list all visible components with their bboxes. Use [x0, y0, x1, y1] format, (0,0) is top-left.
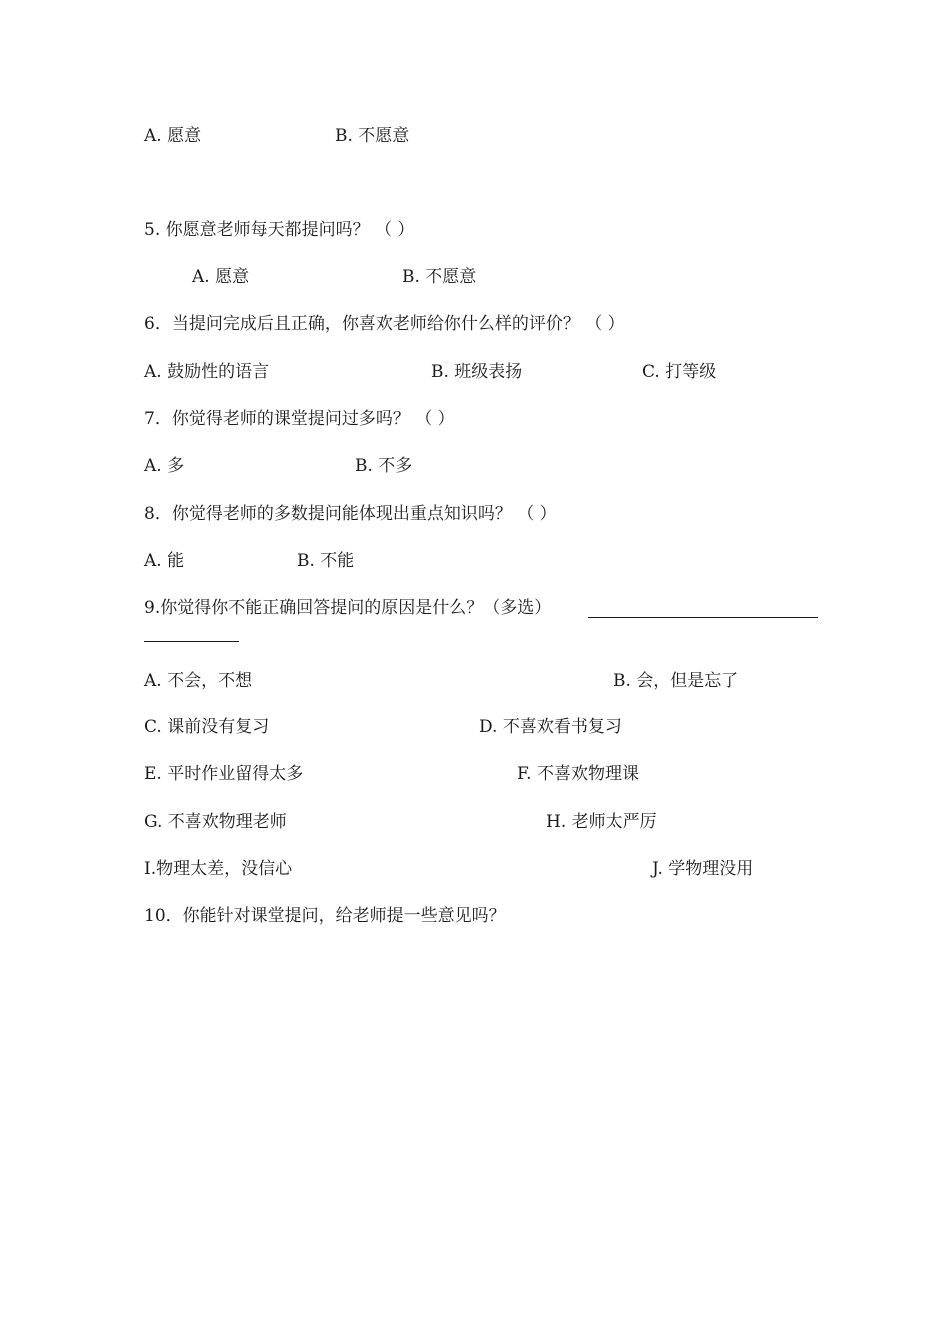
q9-question: 9.你觉得你不能正确回答提问的原因是什么？（多选）	[144, 598, 552, 618]
q5-option-a: A. 愿意	[192, 267, 250, 287]
q8-option-b: B. 不能	[297, 551, 355, 571]
q7-option-b: B. 不多	[355, 456, 413, 476]
q9-answer-blank-continued	[144, 641, 239, 642]
q7-question: 7．你觉得老师的课堂提问过多吗？ （ ）	[144, 409, 455, 429]
q9-option-h: H. 老师太严厉	[546, 812, 657, 832]
q9-option-a: A. 不会，不想	[144, 671, 253, 691]
q6-option-c: C. 打等级	[642, 362, 717, 382]
q4-option-a: A. 愿意	[144, 126, 202, 146]
q9-option-j: J. 学物理没用	[652, 859, 754, 879]
q6-question: 6．当提问完成后且正确，你喜欢老师给你什么样的评价？ （ ）	[144, 314, 625, 334]
q9-option-g: G. 不喜欢物理老师	[144, 812, 287, 832]
q9-option-e: E. 平时作业留得太多	[144, 764, 304, 784]
q9-option-c: C. 课前没有复习	[144, 717, 270, 737]
q8-question: 8．你觉得老师的多数提问能体现出重点知识吗？ （ ）	[144, 504, 557, 524]
q10-question: 10．你能针对课堂提问，给老师提一些意见吗？	[144, 906, 506, 926]
q6-option-b: B. 班级表扬	[431, 362, 523, 382]
q4-option-b: B. 不愿意	[335, 126, 410, 146]
q9-option-b: B. 会，但是忘了	[613, 671, 739, 691]
q8-option-a: A. 能	[144, 551, 185, 571]
q9-answer-blank	[588, 617, 818, 618]
q6-option-a: A. 鼓励性的语言	[144, 362, 270, 382]
q9-option-f: F. 不喜欢物理课	[517, 764, 639, 784]
q9-option-i: I.物理太差，没信心	[144, 859, 293, 879]
q9-option-d: D. 不喜欢看书复习	[479, 717, 622, 737]
q5-option-b: B. 不愿意	[402, 267, 477, 287]
q7-option-a: A. 多	[144, 456, 185, 476]
q5-question: 5. 你愿意老师每天都提问吗？ （ ）	[144, 220, 415, 240]
